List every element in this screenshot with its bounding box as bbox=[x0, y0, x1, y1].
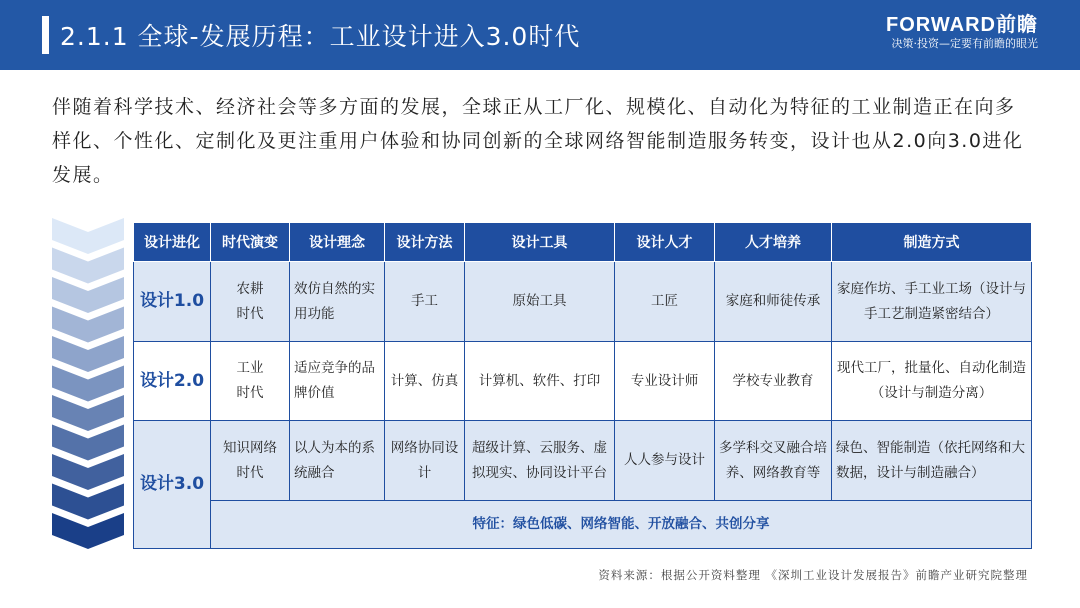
header-accent-bar bbox=[42, 16, 49, 54]
method-cell: 手工 bbox=[385, 262, 465, 342]
source-note: 资料来源：根据公开资料整理 《深圳工业设计发展报告》前瞻产业研究院整理 bbox=[598, 568, 1028, 582]
concept-cell: 适应竞争的品牌价值 bbox=[290, 342, 385, 421]
design-evolution-table bbox=[133, 222, 1031, 549]
training-cell: 家庭和师徒传承 bbox=[715, 262, 832, 342]
col-header: 制造方式 bbox=[832, 223, 1032, 262]
concept-cell: 以人为本的系统融合 bbox=[290, 421, 385, 501]
method-cell: 网络协同设计 bbox=[385, 421, 465, 501]
col-header: 时代演变 bbox=[211, 223, 290, 262]
level-cell: 设计1.0 bbox=[134, 262, 211, 342]
training-cell: 学校专业教育 bbox=[715, 342, 832, 421]
tool-cell: 计算机、软件、打印 bbox=[465, 342, 615, 421]
col-header: 设计理念 bbox=[290, 223, 385, 262]
tool-cell: 超级计算、云服务、虚拟现实、协同设计平台 bbox=[465, 421, 615, 501]
talent-cell: 工匠 bbox=[615, 262, 715, 342]
era-line: 时代 bbox=[236, 464, 264, 481]
era-cell bbox=[211, 342, 290, 421]
logo-slogan: 决策·投资—定要有前瞻的眼光 bbox=[891, 37, 1038, 50]
table-row bbox=[134, 342, 1032, 421]
method-cell: 计算、仿真 bbox=[385, 342, 465, 421]
era-line: 工业 bbox=[236, 360, 264, 376]
era-line: 时代 bbox=[236, 305, 264, 322]
talent-cell: 专业设计师 bbox=[615, 342, 715, 421]
tool-cell: 原始工具 bbox=[465, 262, 615, 342]
era-line: 农耕 bbox=[236, 280, 264, 297]
page-title: 2.1.1 全球-发展历程：工业设计进入3.0时代 bbox=[60, 22, 581, 51]
manufacturing-cell: 绿色、智能制造（依托网络和大数据，设计与制造融合） bbox=[832, 421, 1032, 501]
table-row bbox=[134, 421, 1032, 501]
table-row bbox=[134, 262, 1032, 342]
manufacturing-cell: 家庭作坊、手工业工场（设计与手工艺制造紧密结合） bbox=[832, 262, 1032, 342]
col-header: 设计工具 bbox=[465, 223, 615, 262]
era-line: 时代 bbox=[236, 385, 264, 401]
level-cell: 设计2.0 bbox=[134, 342, 211, 421]
logo-text: FORWARD前瞻 bbox=[886, 14, 1038, 36]
training-cell: 多学科交叉融合培养、网络教育等 bbox=[715, 421, 832, 501]
era-cell bbox=[211, 262, 290, 342]
chevron-arrow-stack bbox=[50, 218, 130, 558]
col-header: 设计人才 bbox=[615, 223, 715, 262]
era-line: 知识网络 bbox=[223, 439, 277, 456]
header-band bbox=[0, 0, 1080, 70]
feature-cell: 特征：绿色低碳、网络智能、开放融合、共创分享 bbox=[211, 501, 1032, 549]
brand-logo bbox=[886, 14, 1038, 52]
talent-cell: 人人参与设计 bbox=[615, 421, 715, 501]
col-header: 设计方法 bbox=[385, 223, 465, 262]
table-header-row bbox=[134, 223, 1032, 262]
era-cell bbox=[211, 421, 290, 501]
manufacturing-cell: 现代工厂，批量化、自动化制造（设计与制造分离） bbox=[832, 342, 1032, 421]
col-header: 设计进化 bbox=[134, 223, 211, 262]
concept-cell: 效仿自然的实用功能 bbox=[290, 262, 385, 342]
feature-row bbox=[134, 501, 1032, 549]
chevron-shape bbox=[52, 218, 124, 254]
col-header: 人才培养 bbox=[715, 223, 832, 262]
level-cell: 设计3.0 bbox=[134, 421, 211, 549]
intro-paragraph: 伴随着科学技术、经济社会等多方面的发展，全球正从工厂化、规模化、自动化为特征的工业制造正在向多样化、个性化、定制化及更注重用户体验和协同创新的全球网络智能制造服务转变，设计也从2.0向3.0进化发展。 bbox=[52, 96, 1024, 186]
